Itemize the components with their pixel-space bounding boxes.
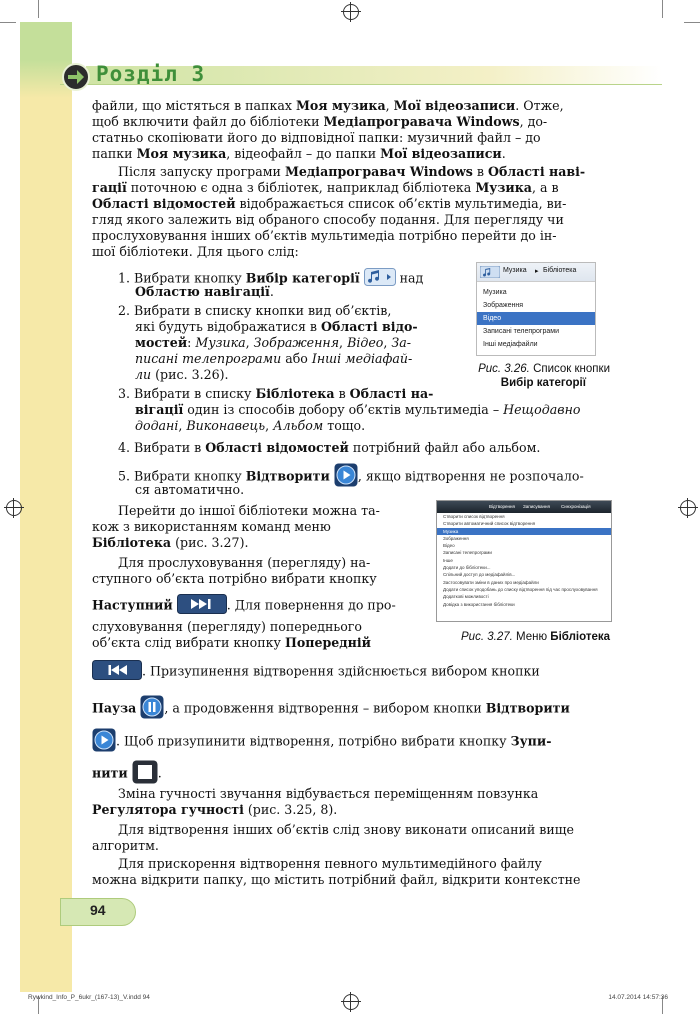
text-line: об’єкта слід вибрати кнопку Попередній bbox=[92, 635, 372, 650]
figure-caption: Вибір категорії bbox=[500, 377, 586, 389]
figure-caption: Рис. 3.26. Список кнопки bbox=[478, 363, 610, 375]
menu-item[interactable]: Записані телепрограми bbox=[443, 550, 492, 556]
breadcrumb bbox=[477, 263, 595, 282]
player-tab-bar bbox=[437, 501, 611, 513]
text-line: Пауза , а продовження відтворення – вибором кнопки Відтворити bbox=[92, 695, 570, 723]
category-list-figure bbox=[476, 262, 596, 356]
text-line: Регулятора гучності (рис. 3.25, 8). bbox=[92, 802, 338, 817]
text-line: файли, що містяться в папках Моя музика, Мої відеозаписи. Отже, bbox=[92, 98, 564, 113]
step-2: 2. Вибрати в списку кнопки вид об’єктів, bbox=[118, 303, 392, 318]
text-line: прослуховування інших об’єктів мультимедіа потрібно перейти до ін- bbox=[92, 228, 557, 243]
tab-burn[interactable]: Записування bbox=[523, 504, 550, 509]
text-line: Наступний . Для повернення до про- bbox=[92, 594, 396, 618]
breadcrumb-library[interactable]: Бібліотека bbox=[543, 267, 577, 274]
crop-mark bbox=[684, 22, 700, 23]
text-line: папки Моя музика, відеофайл – до папки Мої відеозаписи. bbox=[92, 146, 506, 161]
text-line: можна відкрити папку, що містить потрібний файл, відкрити контекстне bbox=[92, 872, 581, 887]
side-strip-top bbox=[20, 22, 72, 60]
section-title: Розділ 3 bbox=[96, 62, 206, 86]
step-3: 3. Вибрати в списку Бібліотека в Області на- bbox=[118, 386, 434, 401]
menu-item[interactable]: Довідка з використання бібліотеки bbox=[443, 601, 515, 607]
registration-mark-icon bbox=[6, 500, 22, 516]
text-line: Бібліотека (рис. 3.27). bbox=[92, 535, 249, 550]
text-line: Областю навігації. bbox=[135, 284, 274, 299]
menu-item[interactable]: Додати список уподобань до списку відтворення під час прослуховування bbox=[443, 586, 598, 592]
footer-date: 14.07.2014 14:57:36 bbox=[608, 994, 668, 1001]
crop-mark bbox=[38, 0, 39, 18]
menu-item-selected[interactable]: Музика bbox=[437, 528, 611, 535]
text-line: гації поточною є одна з бібліотек, наприклад бібліотека Музика, а в bbox=[92, 180, 559, 195]
step-4: 4. Вибрати в Області відомостей потрібний файл або альбом. bbox=[118, 440, 541, 455]
tab-play[interactable]: Відтворення bbox=[489, 504, 515, 509]
menu-item[interactable]: Записані телепрограми bbox=[483, 328, 559, 335]
text-line: нити . bbox=[92, 760, 162, 788]
library-menu-figure bbox=[436, 500, 612, 622]
text-line: кож з використанням команд меню bbox=[92, 519, 331, 534]
menu-item[interactable]: Створити автоматичний список відтворення bbox=[443, 521, 536, 527]
text-line: Перейти до іншої бібліотеки можна та- bbox=[118, 503, 380, 518]
menu-item[interactable]: Інше bbox=[443, 557, 453, 563]
text-line: алгоритм. bbox=[92, 838, 159, 853]
music-note-icon bbox=[480, 266, 500, 278]
text-line: гляд якого залежить від обраного способу подання. Для перегляду чи bbox=[92, 212, 564, 227]
footer-file: Rywkind_Info_P_6ukr_(167-13)_V.indd 94 bbox=[28, 994, 150, 1001]
text-line: Зміна гучності звучання відбувається переміщенням повзунка bbox=[118, 786, 539, 801]
breadcrumb-music[interactable]: Музика bbox=[503, 267, 527, 274]
menu-item[interactable]: Зображення bbox=[443, 535, 469, 541]
text-line: Для відтворення інших об’єктів слід знову виконати описаний вище bbox=[118, 822, 574, 837]
registration-mark-icon bbox=[343, 4, 359, 20]
side-strip bbox=[20, 22, 72, 992]
menu-item[interactable]: Інші медіафайли bbox=[483, 341, 538, 348]
text-line: додані, Виконавець, Альбом тощо. bbox=[135, 418, 366, 433]
menu-item[interactable]: Застосовувати зміни в даних про медіафайли bbox=[443, 579, 539, 585]
text-line: які будуть відображатися в Області відо- bbox=[135, 319, 418, 334]
play-button-icon bbox=[334, 463, 358, 491]
text-line: ли (рис. 3.26). bbox=[135, 367, 229, 382]
step-1: 1. Вибрати кнопку Вибір категорії над bbox=[118, 268, 423, 290]
text-line: Після запуску програми Медіапрогравач Windows в Області наві- bbox=[118, 164, 586, 179]
text-line: Області відомостей відображається список об’єктів мультимедіа, ви- bbox=[92, 196, 567, 211]
arrow-right-icon bbox=[62, 63, 90, 91]
menu-item[interactable]: Музика bbox=[483, 289, 507, 296]
text-line: ся автоматично. bbox=[135, 482, 245, 497]
crop-mark bbox=[0, 22, 16, 23]
stop-button-icon bbox=[132, 760, 158, 788]
text-line: . Призупинення відтворення здійснюється вибором кнопки bbox=[92, 660, 540, 684]
text-line: статньо скопіювати його до відповідної папки: музичний файл – до bbox=[92, 130, 541, 145]
text-line: . Щоб призупинити відтворення, потрібно вибрати кнопку Зупи- bbox=[92, 728, 551, 756]
text-line: шої бібліотеки. Для цього слід: bbox=[92, 244, 299, 259]
tab-sync[interactable]: Синхронізація bbox=[561, 504, 591, 509]
next-button-icon bbox=[177, 594, 227, 618]
text-line: Для прослуховування (перегляду) на- bbox=[118, 555, 371, 570]
text-line: Для прискорення відтворення певного мультимедійного файлу bbox=[118, 856, 542, 871]
menu-item[interactable]: Створити список відтворення bbox=[443, 514, 505, 519]
menu-item-selected[interactable]: Відео bbox=[477, 312, 595, 325]
text-line: щоб включити файл до бібліотеки Медіапрогравача Windows, до- bbox=[92, 114, 548, 129]
menu-item[interactable]: Додати до бібліотеки... bbox=[443, 565, 491, 571]
play-button-icon bbox=[92, 728, 116, 756]
print-footer bbox=[28, 994, 668, 1001]
menu-item[interactable]: Спільний доступ до медіафайлів... bbox=[443, 572, 516, 578]
chevron-right-icon: ▸ bbox=[535, 268, 539, 275]
figure-caption: Рис. 3.27. Меню Бібліотека bbox=[461, 631, 610, 643]
text-line: мостей: Музика, Зображення, Відео, За- bbox=[135, 335, 412, 350]
menu-item[interactable]: Зображення bbox=[483, 302, 524, 309]
registration-mark-icon bbox=[680, 500, 696, 516]
category-button-icon bbox=[364, 268, 396, 290]
previous-button-icon bbox=[92, 660, 142, 684]
pause-button-icon bbox=[140, 695, 164, 723]
text-line: писані телепрограми або Інші медіафай- bbox=[135, 351, 413, 366]
menu-item[interactable]: Додаткові можливості bbox=[443, 594, 489, 600]
text-line: вігації один із способів добору об’єктів мультимедіа – Нещодавно bbox=[135, 402, 581, 417]
text-line: ступного об’єкта потрібно вибрати кнопку bbox=[92, 571, 377, 586]
page-number: 94 bbox=[90, 902, 106, 918]
text-line: слуховування (перегляду) попереднього bbox=[92, 619, 362, 634]
step-5: 5. Вибрати кнопку Відтворити , якщо відтворення не розпочало- bbox=[118, 463, 584, 491]
crop-mark bbox=[662, 0, 663, 18]
menu-item[interactable]: Відео bbox=[443, 543, 455, 549]
